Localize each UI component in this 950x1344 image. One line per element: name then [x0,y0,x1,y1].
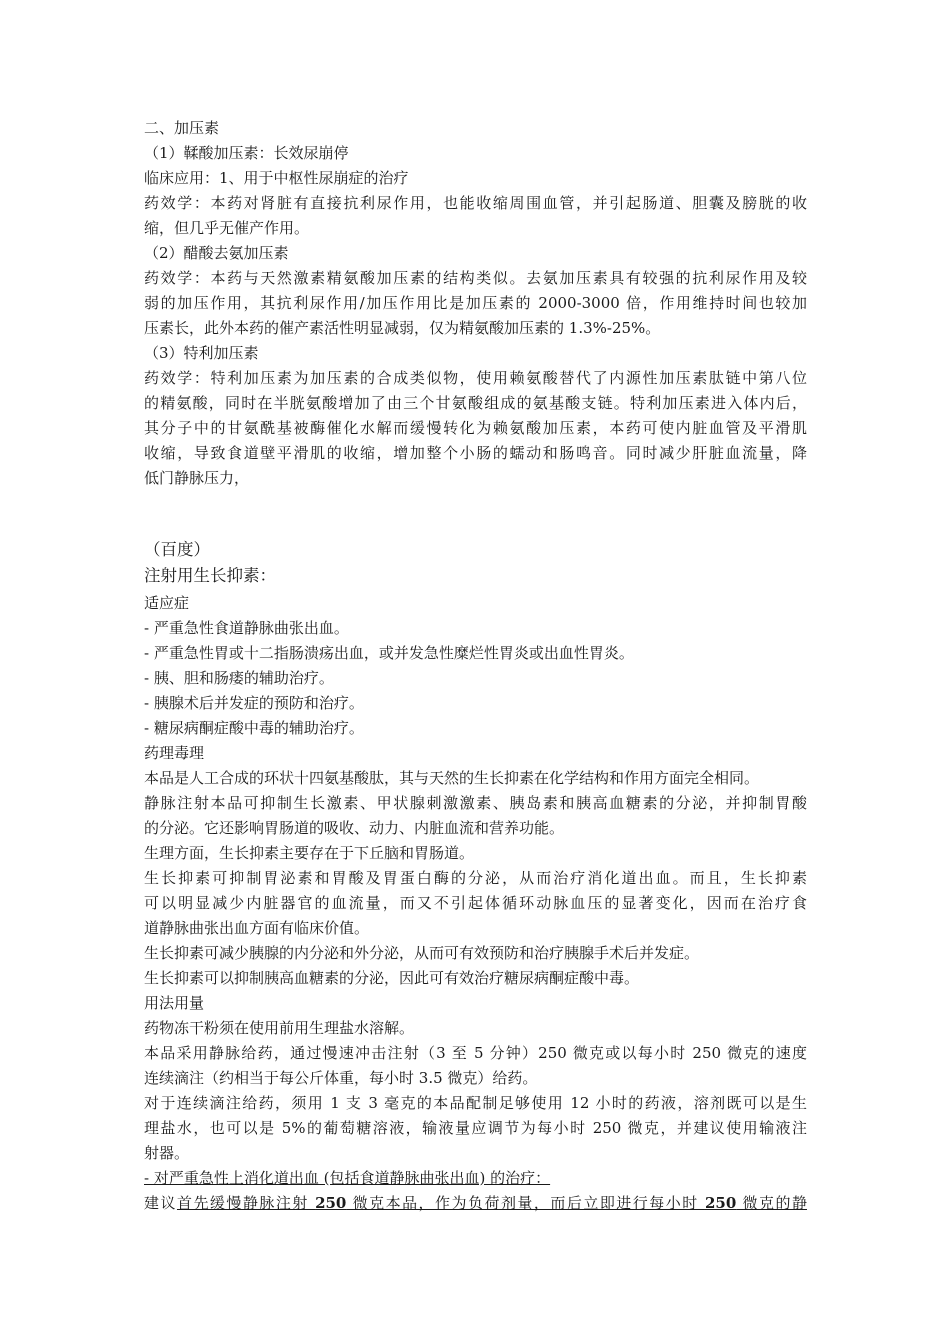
subsection-heading: （2）醋酸去氨加压素 [144,244,289,262]
paragraph-line [144,1196,807,1211]
drug-title: 注射用生长抑素： [144,566,276,585]
paragraph-line: 本品是人工合成的环状十四氨基酸肽，其与天然的生长抑素在化学结构和作用方面完全相同。 [144,769,760,787]
source-note: （百度） [144,540,210,559]
paragraph-line: 道静脉曲张出血方面有临床价值。 [144,919,370,937]
paragraph-line: 药效学：本药与天然激素精氨酸加压素的结构类似。去氨加压素具有较强的抗利尿作用及较 [144,269,807,287]
paragraph-line: 生长抑素可减少胰腺的内分泌和外分泌，从而可有效预防和治疗胰腺手术后并发症。 [144,944,700,962]
paragraph-line: 生理方面，生长抑素主要存在于下丘脑和胃肠道。 [144,844,475,862]
section-heading: 二、加压素 [144,119,220,137]
usage-heading: 用法用量 [144,994,205,1012]
paragraph-line: 收缩，导致食道壁平滑肌的收缩，增加整个小肠的蠕动和肠鸣音。同时减少肝脏血流量，降 [144,444,807,462]
paragraph-line: 可以明显减少内脏器官的血流量，而又不引起体循环动脉血压的显著变化，因而在治疗食 [144,894,807,912]
paragraph-line: 临床应用：1、用于中枢性尿崩症的治疗 [144,169,409,187]
text-run: 建议 [144,1194,177,1212]
paragraph-line: 对于连续滴注给药，须用 1 支 3 毫克的本品配制足够使用 12 小时的药液，溶剂既可以是生 [144,1094,807,1112]
paragraph-line: 的精氨酸，同时在半胱氨酸增加了由三个甘氨酸组成的氨基酸支链。特利加压素进入体内后， [144,394,807,412]
paragraph-line: 生长抑素可以抑制胰高血糖素的分泌，因此可有效治疗糖尿病酮症酸中毒。 [144,969,640,987]
text-run: 首先缓慢静脉注射 [176,1194,316,1212]
underlined-subheading: - 对严重急性上消化道出血 (包括食道静脉曲张出血) 的治疗： [144,1169,551,1187]
list-item: - 严重急性食道静脉曲张出血。 [144,619,349,637]
text-run: 微克的静 [736,1194,807,1212]
paragraph-line: 药效学：特利加压素为加压素的合成类似物，使用赖氨酸替代了内源性加压素肽链中第八位 [144,369,807,387]
paragraph-line: 连续滴注（约相当于每公斤体重，每小时 3.5 微克）给药。 [144,1069,538,1087]
pharmtox-heading: 药理毒理 [144,744,205,762]
paragraph-line: 射器。 [144,1144,190,1162]
paragraph-line: 静脉注射本品可抑制生长激素、甲状腺刺激激素、胰岛素和胰高血糖素的分泌，并抑制胃酸 [144,794,807,812]
list-item: - 胰腺术后并发症的预防和治疗。 [144,694,364,712]
paragraph-line: 理盐水，也可以是 5%的葡萄糖溶液，输液量应调节为每小时 250 微克，并建议使用输液注 [144,1119,807,1137]
list-item: - 胰、胆和肠瘘的辅助治疗。 [144,669,334,687]
subsection-heading: （1）鞣酸加压素：长效尿崩停 [144,144,349,162]
paragraph-line: 药效学：本药对肾脏有直接抗利尿作用，也能收缩周围血管，并引起肠道、胆囊及膀胱的收 [144,194,807,212]
paragraph-line: 其分子中的甘氨酰基被酶催化水解而缓慢转化为赖氨酸加压素，本药可使内脏血管及平滑肌 [144,419,807,437]
list-item: - 严重急性胃或十二指肠溃疡出血，或并发急性糜烂性胃炎或出血性胃炎。 [144,644,634,662]
text-run: 微克本品，作为负荷剂量，而后立即进行每小时 [346,1194,705,1212]
indications-heading: 适应症 [144,594,190,612]
list-item: - 糖尿病酮症酸中毒的辅助治疗。 [144,719,364,737]
subsection-heading: （3）特利加压素 [144,344,259,362]
paragraph-line: 弱的加压作用，其抗利尿作用/加压作用比是加压素的 2000-3000 倍，作用维持时间也较加 [144,294,807,312]
paragraph-line: 的分泌。它还影响胃肠道的吸收、动力、内脏血流和营养功能。 [144,819,565,837]
paragraph-line: 药物冻干粉须在使用前用生理盐水溶解。 [144,1019,415,1037]
paragraph-line: 低门静脉压力， [144,469,250,487]
paragraph-line: 生长抑素可抑制胃泌素和胃酸及胃蛋白酶的分泌，从而治疗消化道出血。而且，生长抑素 [144,869,807,887]
bold-number: 250 [704,1194,737,1212]
bold-number: 250 [315,1194,347,1212]
paragraph-line: 压素长，此外本药的催产素活性明显减弱，仅为精氨酸加压素的 1.3%-25%。 [144,319,661,337]
paragraph-line: 本品采用静脉给药，通过慢速冲击注射（3 至 5 分钟）250 微克或以每小时 250 微克的速度 [144,1044,807,1062]
paragraph-line: 缩，但几乎无催产作用。 [144,219,310,237]
underlined-text [177,1194,807,1212]
